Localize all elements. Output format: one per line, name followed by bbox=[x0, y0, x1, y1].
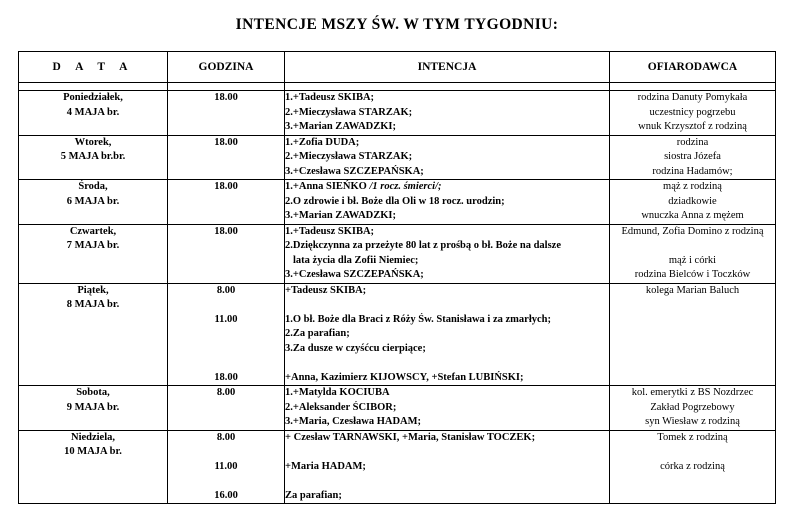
donor-cell-line: mąż z rodziną bbox=[663, 181, 722, 192]
intention-cell bbox=[285, 283, 610, 386]
day-cell-line bbox=[19, 165, 167, 180]
hour-cell-line bbox=[168, 209, 284, 224]
hour-cell-line bbox=[168, 254, 284, 269]
hour-cell-line bbox=[168, 401, 284, 416]
day-cell-line: 4 MAJA br. bbox=[66, 106, 120, 118]
day-cell-line: Środa, bbox=[78, 181, 108, 192]
day-cell-line bbox=[19, 120, 167, 135]
day-cell-line: 9 MAJA br. bbox=[66, 401, 120, 413]
day-cell-line bbox=[19, 371, 167, 386]
intention-cell-line: 3.+Czesława SZCZEPAŃSKA; bbox=[285, 165, 424, 177]
donor-cell bbox=[610, 283, 776, 386]
intention-cell-line: 3.+Marian ZAWADZKI; bbox=[285, 210, 396, 221]
donor-cell-line: rodzina bbox=[676, 136, 709, 148]
header-godzina: GODZINA bbox=[168, 52, 285, 83]
header-data: D A T A bbox=[19, 52, 168, 83]
intention-cell-line: +Maria HADAM; bbox=[285, 460, 366, 472]
intention-cell-line: 2.+Mieczysława STARZAK; bbox=[285, 151, 413, 162]
donor-cell-line bbox=[610, 371, 775, 386]
hour-cell-line: 18.00 bbox=[214, 92, 238, 103]
intention-cell-line: 1.+Matylda KOCIUBA bbox=[285, 387, 390, 398]
day-cell bbox=[19, 91, 168, 136]
intention-cell-line: 1.+Tadeusz SKIBA; bbox=[285, 92, 375, 103]
hour-cell-line: 8.00 bbox=[216, 387, 236, 398]
donor-cell-line bbox=[610, 298, 775, 313]
intention-cell-line: 3.+Maria, Czesława HADAM; bbox=[285, 416, 422, 427]
day-cell-line bbox=[19, 254, 167, 269]
donor-cell-line bbox=[610, 489, 775, 504]
hour-cell-line bbox=[168, 120, 284, 135]
donor-cell-line bbox=[610, 342, 775, 357]
day-cell-line bbox=[19, 313, 167, 328]
intention-cell-line: 2.+Aleksander ŚCIBOR; bbox=[285, 401, 397, 413]
day-row bbox=[19, 91, 776, 136]
donor-cell-line bbox=[610, 445, 775, 460]
donor-cell-line: Tomek z rodziną bbox=[657, 431, 728, 443]
day-cell-line: Niedziela, bbox=[70, 431, 116, 443]
intention-cell-line: 3.+Marian ZAWADZKI; bbox=[285, 121, 396, 132]
page-title: INTENCJE MSZY ŚW. W TYM TYGODNIU: bbox=[235, 16, 559, 33]
hour-cell-line: 11.00 bbox=[214, 313, 238, 325]
hour-cell-line: 8.00 bbox=[216, 431, 236, 443]
day-row bbox=[19, 283, 776, 386]
header-ofiarodawca: OFIARODAWCA bbox=[610, 52, 776, 83]
header-gap-row bbox=[19, 83, 776, 91]
hour-cell-line bbox=[168, 415, 284, 430]
hour-cell-line bbox=[168, 474, 284, 489]
day-cell-line: 10 MAJA br. bbox=[64, 446, 122, 457]
day-cell-line: Piątek, bbox=[77, 284, 109, 296]
hour-cell bbox=[168, 386, 285, 431]
day-cell-line bbox=[19, 342, 167, 357]
donor-cell-line: rodzina Danuty Pomykała bbox=[637, 92, 748, 103]
day-rows bbox=[19, 91, 776, 504]
intention-cell bbox=[285, 224, 610, 283]
day-row bbox=[19, 180, 776, 225]
day-cell-line: Sobota, bbox=[76, 387, 110, 398]
intention-cell-line bbox=[285, 445, 609, 460]
hour-cell-line: 18.00 bbox=[214, 136, 238, 148]
hour-cell-line bbox=[168, 356, 284, 371]
hour-cell-line bbox=[168, 445, 284, 460]
intention-cell-line: +Anna, Kazimierz KIJOWSCY, +Stefan LUBIŃSKI; bbox=[285, 371, 524, 383]
day-cell-line bbox=[19, 460, 167, 475]
header-row bbox=[19, 52, 776, 83]
donor-cell-line: Edmund, Zofia Domino z rodziną bbox=[621, 225, 764, 237]
hour-cell-line: 11.00 bbox=[214, 460, 238, 472]
day-cell-line bbox=[19, 415, 167, 430]
day-cell-line: 8 MAJA br. bbox=[66, 299, 120, 310]
intention-cell-line: 1.O bł. Boże dla Braci z Róży Św. Stanisława i za zmarłych; bbox=[285, 313, 551, 325]
hour-cell-line: 18.00 bbox=[214, 225, 238, 237]
donor-cell bbox=[610, 135, 776, 180]
day-cell bbox=[19, 224, 168, 283]
hour-cell-line bbox=[168, 342, 284, 357]
hour-cell-line bbox=[168, 327, 284, 342]
donor-cell-line: rodzina Hadamów; bbox=[652, 165, 733, 177]
hour-cell bbox=[168, 91, 285, 136]
donor-cell-line: kol. emerytki z BS Nozdrzec bbox=[631, 387, 754, 398]
day-row bbox=[19, 386, 776, 431]
intention-cell-line: 3.+Czesława SZCZEPAŃSKA; bbox=[285, 269, 424, 280]
day-cell-line bbox=[19, 356, 167, 371]
day-cell-line: 7 MAJA br. bbox=[66, 240, 120, 251]
anniversary-note: /1 rocz. śmierci/; bbox=[369, 181, 442, 192]
donor-cell-line: mąż i córki bbox=[668, 254, 717, 266]
intention-cell bbox=[285, 91, 610, 136]
donor-cell-line: córka z rodziną bbox=[660, 460, 725, 472]
intention-cell-line: 3.Za dusze w czyśćcu cierpiące; bbox=[285, 342, 426, 354]
day-cell bbox=[19, 135, 168, 180]
intention-cell-line: 1.+Zofia DUDA; bbox=[285, 136, 360, 148]
intention-cell bbox=[285, 386, 610, 431]
hour-cell-line bbox=[168, 298, 284, 313]
intention-cell-line: 1.+Anna SIEŃKO /1 rocz. śmierci/; bbox=[285, 181, 442, 192]
hour-cell-line bbox=[168, 239, 284, 254]
hour-cell-line: 8.00 bbox=[216, 284, 236, 296]
hour-cell-line bbox=[168, 268, 284, 283]
donor-cell-line: wnuk Krzysztof z rodziną bbox=[638, 121, 747, 132]
day-cell bbox=[19, 180, 168, 225]
day-cell-line: Wtorek, bbox=[74, 136, 112, 148]
donor-cell-line: uczestnicy pogrzebu bbox=[649, 106, 736, 118]
intention-cell-line: +Tadeusz SKIBA; bbox=[285, 284, 367, 296]
day-cell-line: Poniedziałek, bbox=[63, 92, 123, 103]
day-cell-line bbox=[19, 474, 167, 489]
day-row bbox=[19, 430, 776, 504]
hour-cell-line bbox=[168, 106, 284, 121]
intention-cell-line: Za parafian; bbox=[285, 489, 342, 501]
hour-cell bbox=[168, 224, 285, 283]
donor-cell-line: dziadkowie bbox=[668, 195, 717, 207]
intention-cell-line bbox=[285, 474, 609, 489]
day-row bbox=[19, 135, 776, 180]
hour-cell-line bbox=[168, 195, 284, 210]
intention-cell-line: 2.O zdrowie i bł. Boże dla Oli w 18 rocz. urodzin; bbox=[285, 195, 505, 207]
intention-cell-line: + Czesław TARNAWSKI, +Maria, Stanisław TOCZEK; bbox=[285, 431, 536, 443]
day-cell bbox=[19, 283, 168, 386]
donor-cell-line: kolega Marian Baluch bbox=[645, 284, 740, 296]
hour-cell bbox=[168, 283, 285, 386]
donor-cell-line: siostra Józefa bbox=[664, 151, 721, 162]
donor-cell-line: wnuczka Anna z mężem bbox=[641, 210, 744, 221]
donor-cell bbox=[610, 430, 776, 504]
day-cell bbox=[19, 386, 168, 431]
hour-cell-line bbox=[168, 150, 284, 165]
donor-cell-line bbox=[610, 356, 775, 371]
hour-cell bbox=[168, 135, 285, 180]
intention-cell-line: 1.+Tadeusz SKIBA; bbox=[285, 225, 375, 237]
hour-cell-line bbox=[168, 165, 284, 180]
donor-cell bbox=[610, 91, 776, 136]
intention-cell-line: 2.Dziękczynna za przeżyte 80 lat z prośbą o bł. Boże na dalsze bbox=[285, 240, 561, 251]
intention-cell-line: 2.+Mieczysława STARZAK; bbox=[285, 106, 413, 118]
donor-cell-line bbox=[610, 313, 775, 328]
donor-cell-line bbox=[610, 239, 775, 254]
day-cell-line bbox=[19, 209, 167, 224]
hour-cell bbox=[168, 180, 285, 225]
intention-cell-line: lata życia dla Zofii Niemiec; bbox=[293, 254, 419, 266]
intention-cell bbox=[285, 135, 610, 180]
donor-cell bbox=[610, 386, 776, 431]
intention-cell bbox=[285, 430, 610, 504]
intentions-table bbox=[18, 51, 776, 504]
intention-cell-line: 2.Za parafian; bbox=[285, 328, 350, 339]
donor-cell-line: rodzina Bielców i Toczków bbox=[634, 269, 751, 280]
donor-cell-line bbox=[610, 327, 775, 342]
day-row bbox=[19, 224, 776, 283]
day-cell-line: 6 MAJA br. bbox=[66, 195, 120, 207]
day-cell-line: 5 MAJA br.br. bbox=[60, 151, 126, 162]
donor-cell bbox=[610, 224, 776, 283]
donor-cell-line: Zakład Pogrzebowy bbox=[650, 401, 735, 413]
day-cell-line bbox=[19, 489, 167, 504]
intention-cell-line bbox=[285, 298, 609, 313]
donor-cell-line: syn Wiesław z rodziną bbox=[645, 416, 740, 427]
day-cell-line bbox=[19, 327, 167, 342]
hour-cell-line: 18.00 bbox=[214, 181, 238, 192]
intention-cell-line bbox=[285, 356, 609, 371]
hour-cell bbox=[168, 430, 285, 504]
donor-cell-line bbox=[610, 474, 775, 489]
header-intencja: INTENCJA bbox=[285, 52, 610, 83]
donor-cell bbox=[610, 180, 776, 225]
day-cell-line: Czwartek, bbox=[69, 225, 117, 237]
hour-cell-line: 16.00 bbox=[214, 489, 238, 501]
day-cell bbox=[19, 430, 168, 504]
hour-cell-line: 18.00 bbox=[214, 371, 238, 383]
day-cell-line bbox=[19, 268, 167, 283]
intention-cell bbox=[285, 180, 610, 225]
